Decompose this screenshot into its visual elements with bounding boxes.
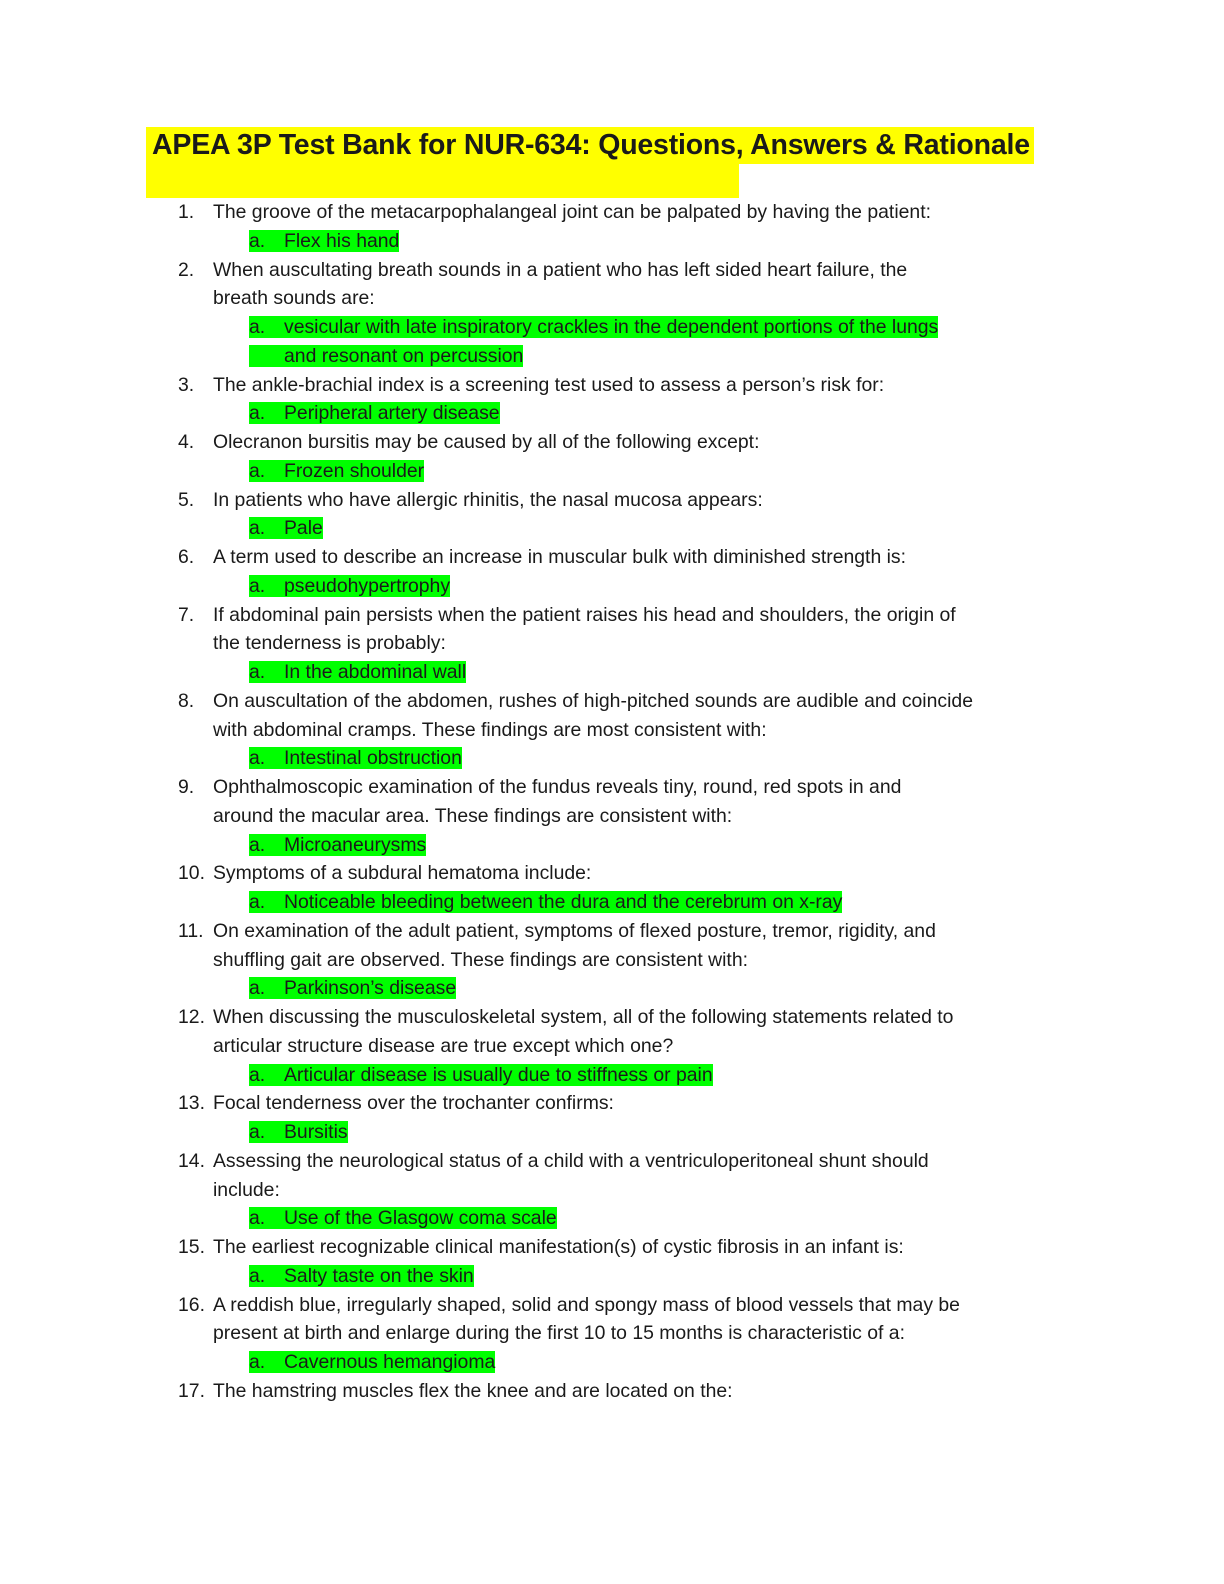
answer-highlight bbox=[249, 891, 842, 913]
answer-letter: a. bbox=[249, 1264, 266, 1287]
answer-highlight bbox=[249, 230, 399, 252]
question-text: The ankle-brachial index is a screening test used to assess a person’s risk for: bbox=[213, 373, 885, 396]
answer-letter: a. bbox=[249, 833, 266, 856]
answer-letter: a. bbox=[249, 891, 266, 913]
answer-highlight bbox=[249, 316, 938, 367]
answer-highlight bbox=[249, 834, 426, 856]
answer-highlight bbox=[249, 1351, 495, 1373]
question-text: Olecranon bursitis may be caused by all of the following except: bbox=[213, 431, 760, 453]
question-number: 9. bbox=[178, 776, 195, 798]
answer-letter: a. bbox=[249, 316, 266, 338]
question-item bbox=[178, 1147, 1078, 1233]
answer-line bbox=[249, 572, 1078, 601]
question-text: A reddish blue, irregularly shaped, solid and spongy mass of blood vessels that may be present at birth and enlarge during the first 10 to 15 months is characteristic of a: bbox=[213, 1293, 960, 1345]
answer-line bbox=[249, 1204, 1078, 1233]
question-text: On auscultation of the abdomen, rushes of high-pitched sounds are audible and coincide with abdominal cramps. These findings are most consistent with: bbox=[213, 689, 973, 741]
question-row bbox=[178, 371, 1078, 400]
question-item bbox=[178, 917, 1078, 1003]
answer-letter: a. bbox=[249, 229, 266, 252]
question-item bbox=[178, 1003, 1078, 1089]
question-text: If abdominal pain persists when the patient raises his head and shoulders, the origin of the tenderness is probably: bbox=[213, 603, 956, 655]
answer-text: Peripheral artery disease bbox=[284, 402, 500, 425]
question-text: When discussing the musculoskeletal system, all of the following statements related to articular structure disease are true except which one? bbox=[213, 1006, 954, 1057]
question-row bbox=[178, 917, 1078, 975]
answer-letter: a. bbox=[249, 661, 266, 683]
question-item bbox=[178, 601, 1078, 687]
question-text: Symptoms of a subdural hematoma include: bbox=[213, 862, 592, 885]
question-text: When auscultating breath sounds in a patient who has left sided heart failure, the breath sounds are: bbox=[213, 258, 908, 310]
answer-text: Microaneurysms bbox=[284, 833, 427, 856]
question-row bbox=[178, 1147, 1078, 1205]
answer-line bbox=[249, 313, 1078, 371]
question-list bbox=[178, 198, 1078, 1406]
answer-letter: a. bbox=[249, 574, 266, 597]
question-number: 1. bbox=[178, 201, 195, 223]
answer-line bbox=[249, 514, 1078, 543]
answer-text: Articular disease is usually due to stiffness or pain bbox=[284, 1063, 713, 1086]
question-row bbox=[178, 428, 1078, 457]
question-row bbox=[178, 1089, 1078, 1118]
question-text: In patients who have allergic rhinitis, the nasal mucosa appears: bbox=[213, 488, 763, 511]
answer-line bbox=[249, 658, 1078, 687]
question-row bbox=[178, 1291, 1078, 1349]
question-text: Focal tenderness over the trochanter confirms: bbox=[213, 1092, 614, 1115]
question-item bbox=[178, 198, 1078, 256]
question-item bbox=[178, 543, 1078, 601]
question-number: 3. bbox=[178, 373, 195, 396]
question-number: 12. bbox=[178, 1006, 205, 1028]
answer-highlight bbox=[249, 1265, 474, 1287]
question-row bbox=[178, 1233, 1078, 1262]
answer-line bbox=[249, 1118, 1078, 1147]
answer-text: Noticeable bleeding between the dura and the cerebrum on x-ray bbox=[284, 891, 843, 913]
answer-line bbox=[249, 457, 1078, 486]
answer-text: Pale bbox=[284, 517, 323, 540]
answer-text: In the abdominal wall bbox=[284, 661, 467, 683]
question-item bbox=[178, 773, 1078, 859]
question-item bbox=[178, 687, 1078, 773]
answer-highlight bbox=[249, 1207, 557, 1229]
question-text: The hamstring muscles flex the knee and are located on the: bbox=[213, 1379, 733, 1402]
question-item bbox=[178, 1233, 1078, 1291]
question-row bbox=[178, 773, 1078, 831]
question-item bbox=[178, 486, 1078, 544]
question-number: 15. bbox=[178, 1236, 205, 1258]
question-text: Assessing the neurological status of a child with a ventriculoperitoneal shunt should include: bbox=[213, 1149, 929, 1201]
question-number: 17. bbox=[178, 1379, 205, 1402]
answer-highlight bbox=[249, 460, 424, 482]
question-number: 13. bbox=[178, 1092, 205, 1115]
question-row bbox=[178, 198, 1078, 227]
answer-text: vesicular with late inspiratory crackles in the dependent portions of the lungs and resonant on percussion bbox=[284, 316, 939, 367]
question-text: On examination of the adult patient, symptoms of flexed posture, tremor, rigidity, and shuffling gait are observed. These findings are consistent with: bbox=[213, 919, 936, 971]
answer-line bbox=[249, 227, 1078, 256]
answer-highlight bbox=[249, 661, 466, 683]
question-item bbox=[178, 859, 1078, 917]
answer-text: Flex his hand bbox=[284, 229, 400, 252]
question-row bbox=[178, 601, 1078, 659]
answer-highlight bbox=[249, 517, 323, 539]
answer-text: Frozen shoulder bbox=[284, 459, 425, 482]
question-number: 6. bbox=[178, 546, 195, 568]
answer-line bbox=[249, 974, 1078, 1003]
question-row bbox=[178, 486, 1078, 515]
question-text: The earliest recognizable clinical manifestation(s) of cystic fibrosis in an infant is: bbox=[213, 1236, 904, 1258]
question-number: 2. bbox=[178, 258, 195, 281]
answer-text: Bursitis bbox=[284, 1121, 348, 1143]
question-number: 10. bbox=[178, 862, 205, 885]
question-number: 8. bbox=[178, 689, 195, 712]
answer-letter: a. bbox=[249, 459, 266, 482]
question-text: The groove of the metacarpophalangeal joint can be palpated by having the patient: bbox=[213, 201, 931, 223]
question-row bbox=[178, 859, 1078, 888]
answer-line bbox=[249, 831, 1078, 860]
answer-line bbox=[249, 744, 1078, 773]
question-number: 16. bbox=[178, 1293, 205, 1316]
question-number: 7. bbox=[178, 603, 195, 626]
answer-highlight bbox=[249, 575, 450, 597]
question-number: 5. bbox=[178, 488, 195, 511]
answer-text: Salty taste on the skin bbox=[284, 1264, 474, 1287]
question-item bbox=[178, 371, 1078, 429]
answer-line bbox=[249, 888, 1078, 917]
question-row bbox=[178, 1377, 1078, 1406]
question-text: Ophthalmoscopic examination of the fundus reveals tiny, round, red spots in and around the macular area. These findings are consistent with: bbox=[213, 776, 902, 827]
question-row bbox=[178, 256, 1078, 314]
answer-letter: a. bbox=[249, 977, 266, 1000]
question-number: 4. bbox=[178, 431, 195, 453]
question-item bbox=[178, 1377, 1078, 1406]
answer-letter: a. bbox=[249, 747, 266, 770]
answer-highlight bbox=[249, 977, 456, 999]
answer-letter: a. bbox=[249, 402, 266, 425]
answer-letter: a. bbox=[249, 1063, 266, 1086]
answer-letter: a. bbox=[249, 1207, 266, 1230]
answer-text: Cavernous hemangioma bbox=[284, 1351, 496, 1373]
question-number: 11. bbox=[178, 919, 204, 942]
question-row bbox=[178, 687, 1078, 745]
question-item bbox=[178, 1291, 1078, 1377]
answer-letter: a. bbox=[249, 1351, 266, 1373]
question-row bbox=[178, 1003, 1078, 1061]
title-block bbox=[146, 127, 1034, 198]
answer-highlight bbox=[249, 747, 462, 769]
question-item bbox=[178, 1089, 1078, 1147]
answer-text: Parkinson’s disease bbox=[284, 977, 457, 1000]
title-highlight-band bbox=[146, 164, 739, 198]
answer-line bbox=[249, 1061, 1078, 1090]
answer-highlight bbox=[249, 1064, 713, 1086]
question-text: A term used to describe an increase in muscular bulk with diminished strength is: bbox=[213, 546, 907, 568]
answer-letter: a. bbox=[249, 517, 266, 540]
document-title: APEA 3P Test Bank for NUR-634: Questions, Answers & Rationale bbox=[146, 127, 1034, 164]
answer-highlight bbox=[249, 402, 500, 424]
answer-text: Use of the Glasgow coma scale bbox=[284, 1207, 557, 1230]
answer-highlight bbox=[249, 1121, 348, 1143]
answer-text: pseudohypertrophy bbox=[284, 574, 451, 597]
answer-line bbox=[249, 1262, 1078, 1291]
question-item bbox=[178, 256, 1078, 371]
answer-line bbox=[249, 399, 1078, 428]
answer-line bbox=[249, 1348, 1078, 1377]
question-row bbox=[178, 543, 1078, 572]
answer-text: Intestinal obstruction bbox=[284, 747, 462, 770]
answer-letter: a. bbox=[249, 1121, 266, 1143]
question-number: 14. bbox=[178, 1149, 205, 1172]
question-item bbox=[178, 428, 1078, 486]
